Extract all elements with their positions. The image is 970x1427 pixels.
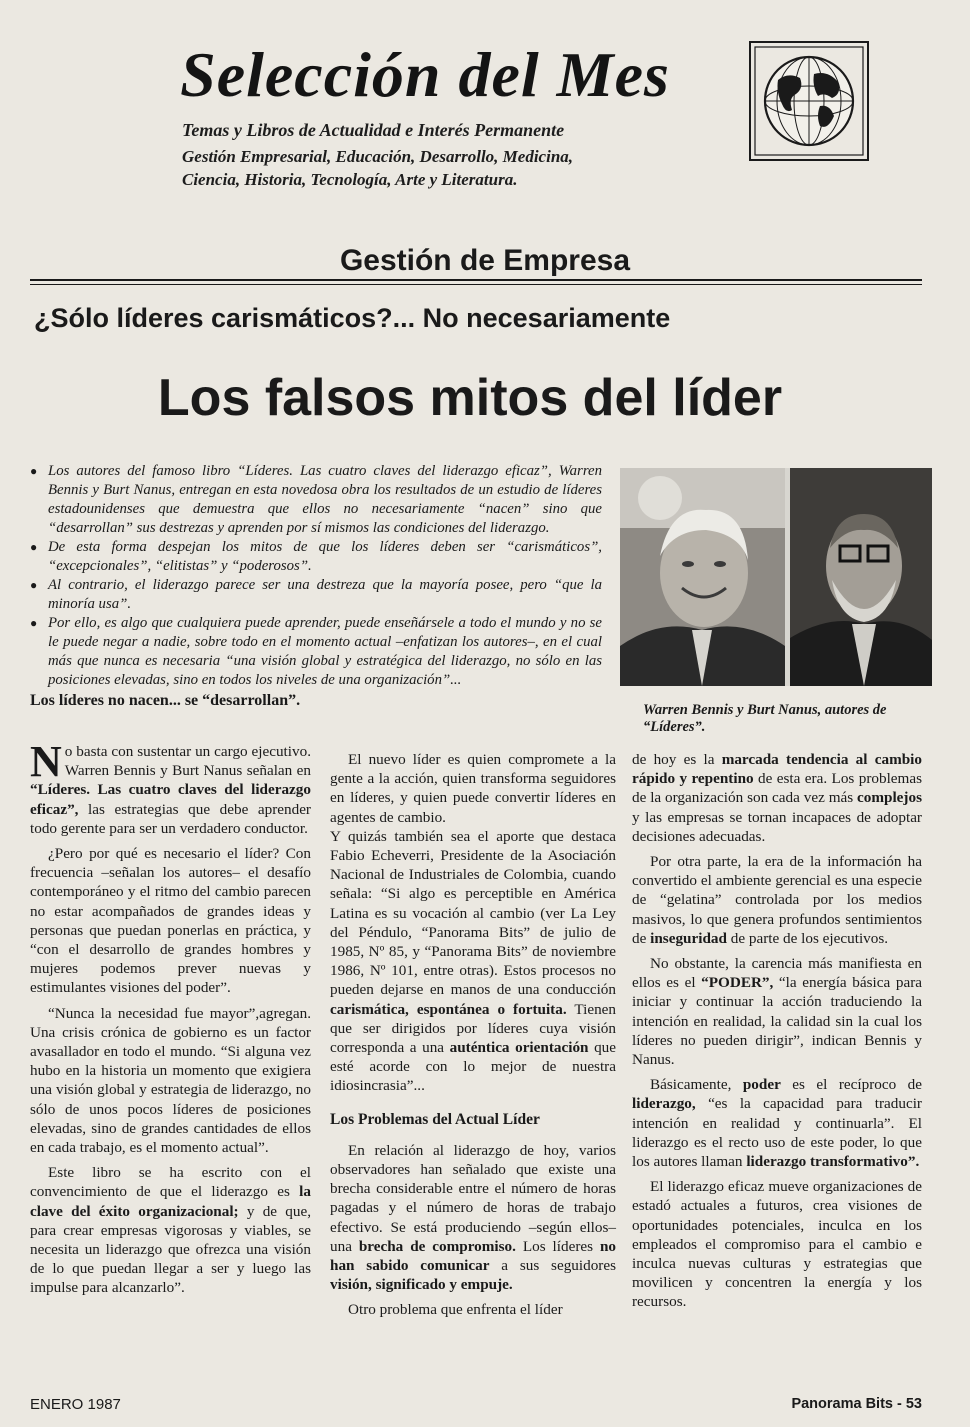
photo-nanus [790, 468, 932, 686]
paragraph: de hoy es la marcada tendencia al cambio rápido y repentino de esta era. Los problemas de la organización son cada vez más complejos y las empresas se tornan incapaces de adoptar decisiones adecuadas. [632, 751, 923, 845]
lead-list [30, 462, 602, 690]
section-title: Gestión de Empresa [339, 244, 631, 277]
drop-cap: N [30, 737, 62, 786]
subhead-born: Los líderes no nacen... se “desarrollan”. [30, 692, 301, 709]
section-rule-top [30, 279, 922, 281]
paragraph: ¿Pero por qué es necesario el líder? Con frecuencia –señalan los autores– el desafío contemporáneo y el ritmo del cambio parecen no estar acompañados de grandes ideas y personas que puedan ponerlas en práctica, y “con el desarrollo de grandes hombres y mujeres podemos prever nuevas y estimulantes visiones del poder”. [30, 845, 311, 997]
masthead-subtitle: Temas y Libros de Actualidad e Interés Permanente [182, 120, 565, 140]
body-column-1 [30, 737, 311, 1304]
photo-caption: Warren Bennis y Burt Nanus, autores de “Líderes”. [643, 702, 887, 735]
paragraph: Y quizás también sea el aporte que destaca Fabio Echeverri, Presidente de la Asociación Nacional de Industriales de Colombia, cuando señala: “Si algo es perceptible en América Latina es su vocación al cambio (ver La Ley del Péndulo, “Panorama Bits” de julio de 1985, Nº 85, y “Panorama Bits” de noviembre 1986, Nº 101, entre otras). Estos procesos no pueden dejarse en manos de una conducción carismática, espontánea o fortuita. Tienen que ser dirigidos por líderes cuya visión corresponda a una auténtica orientación que esté acorde con lo mejor de nuestra idiosincrasia”... [330, 827, 617, 1095]
lead-item: ● De esta forma despejan los mitos de que los líderes deben ser “carismáticos”, “excepcionales”, “elitistas” y “poderosos”. [30, 538, 602, 576]
masthead-topics-line-1: Gestión Empresarial, Educación, Desarrollo, Medicina, [182, 147, 574, 166]
body-column-2 [330, 750, 616, 1326]
body-column-3 [632, 750, 922, 1318]
kicker: ¿Sólo líderes carismáticos?... No necesariamente [34, 303, 671, 333]
lead-item: ● Por ello, es algo que cualquiera puede aprender, puede enseñársele a todo el mundo y no se le puede negar a nadie, sobre todo en el momento actual –enfatizan los autores–, en el cual más que nunca es necesaria “una visión global y estratégica del liderazgo, no sólo en las posiciones elevadas, sino en todos los niveles de una organización”... [30, 614, 602, 690]
issue-date: ENERO 1987 [30, 1396, 121, 1413]
photo-bennis [620, 468, 785, 686]
paragraph: Otro problema que enfrenta el líder [348, 1301, 563, 1319]
globe-icon [748, 40, 870, 162]
paragraph: No basta con sustentar un cargo ejecutivo. Warren Bennis y Burt Nanus señalan en “Líderes. Las cuatro claves del liderazgo eficaz”, las estrategias que debe aprender todo gerente para ser un verdadero conductor. [30, 737, 311, 837]
lead-item: ● Los autores del famoso libro “Líderes. Las cuatro claves del liderazgo eficaz”, Warren Bennis y Burt Nanus, entregan en esta novedosa obra los resultados de un estudio de líderes estadounidenses que demuestra que ellos no necesariamente “nacen” sino que “desarrollan” sus destrezas y aprenden por sí mismos las condiciones del liderazgo. [30, 462, 602, 538]
subhead-problems: Los Problemas del Actual Líder [330, 1110, 540, 1128]
masthead-topics-line-2: Ciencia, Historia, Tecnología, Arte y Literatura. [182, 170, 518, 189]
author-photos [620, 468, 932, 686]
headline: Los falsos mitos del líder [157, 369, 783, 427]
masthead-title: Selección del Mes [180, 39, 670, 110]
paragraph: En relación al liderazgo de hoy, varios observadores han señalado que existe una brecha considerable entre el número de horas pagadas y el número de horas de trabajo efectivo. Se está produciendo –según ellos– una brecha de compromiso. Los líderes no han sabido comunicar a sus seguidores visión, significado y empuje. [330, 1141, 616, 1294]
page-number: Panorama Bits - 53 [791, 1396, 922, 1412]
lead-item: ● Al contrario, el liderazgo parece ser una destreza que la mayoría posee, pero “que la minoría usa”. [30, 576, 602, 614]
paragraph: “Nunca la necesidad fue mayor”,agregan. Una crisis crónica de gobierno es un factor avasallador en todo el mundo. “Si alguna vez hubo en la historia un momento que exigiera una visión global y estrategia de liderazgo, no sólo de unos pocos líderes de posiciones elevadas, sino de grandes cantidades de ellos en cada trabajo, es el momento actual”. [30, 1004, 311, 1157]
section-rule-bottom [30, 284, 922, 285]
paragraph: Por otra parte, la era de la información ha convertido el ambiente gerencial es una especie de “gelatina” controlada por los medios masivos, lo que genera profundos sentimientos de inseguridad de parte de los ejecutivos. [632, 853, 922, 947]
paragraph: El liderazgo eficaz mueve organizaciones de estadó actuales a futuros, crea visiones de oportunidades potenciales, inculca en los empleados el compromiso para el cambio e inculca nuevas culturas y estrategias que movilicen y concentren la energía y los recursos. [632, 1178, 922, 1311]
paragraph: Este libro se ha escrito con el convencimiento de que el liderazgo es la clave del éxito organizacional; y de que, para crear empresas vigorosas y viables, se necesita un liderazgo que ofrezca una visión de lo que puedan llegar a ser y luego las impulse para alcanzarlo”. [30, 1164, 311, 1297]
paragraph: El nuevo líder es quien compromete a la gente a la acción, quien transforma seguidores en líderes, y quien puede convertir líderes en agentes de cambio. [330, 751, 616, 826]
paragraph: No obstante, la carencia más manifiesta en ellos es el “PODER”, “la energía básica para iniciar y continuar la acción traduciendo la intención en realidad, la calidad sin la cual los líderes no pueden dirigir”, indican Bennis y Nanus. [632, 955, 922, 1069]
paragraph: Básicamente, poder es el recíproco de liderazgo, “es la capacidad para traducir intención en realidad y continuarla”. El liderazgo es el recto uso de este poder, lo que los autores llaman liderazgo transformativo”. [632, 1076, 922, 1171]
